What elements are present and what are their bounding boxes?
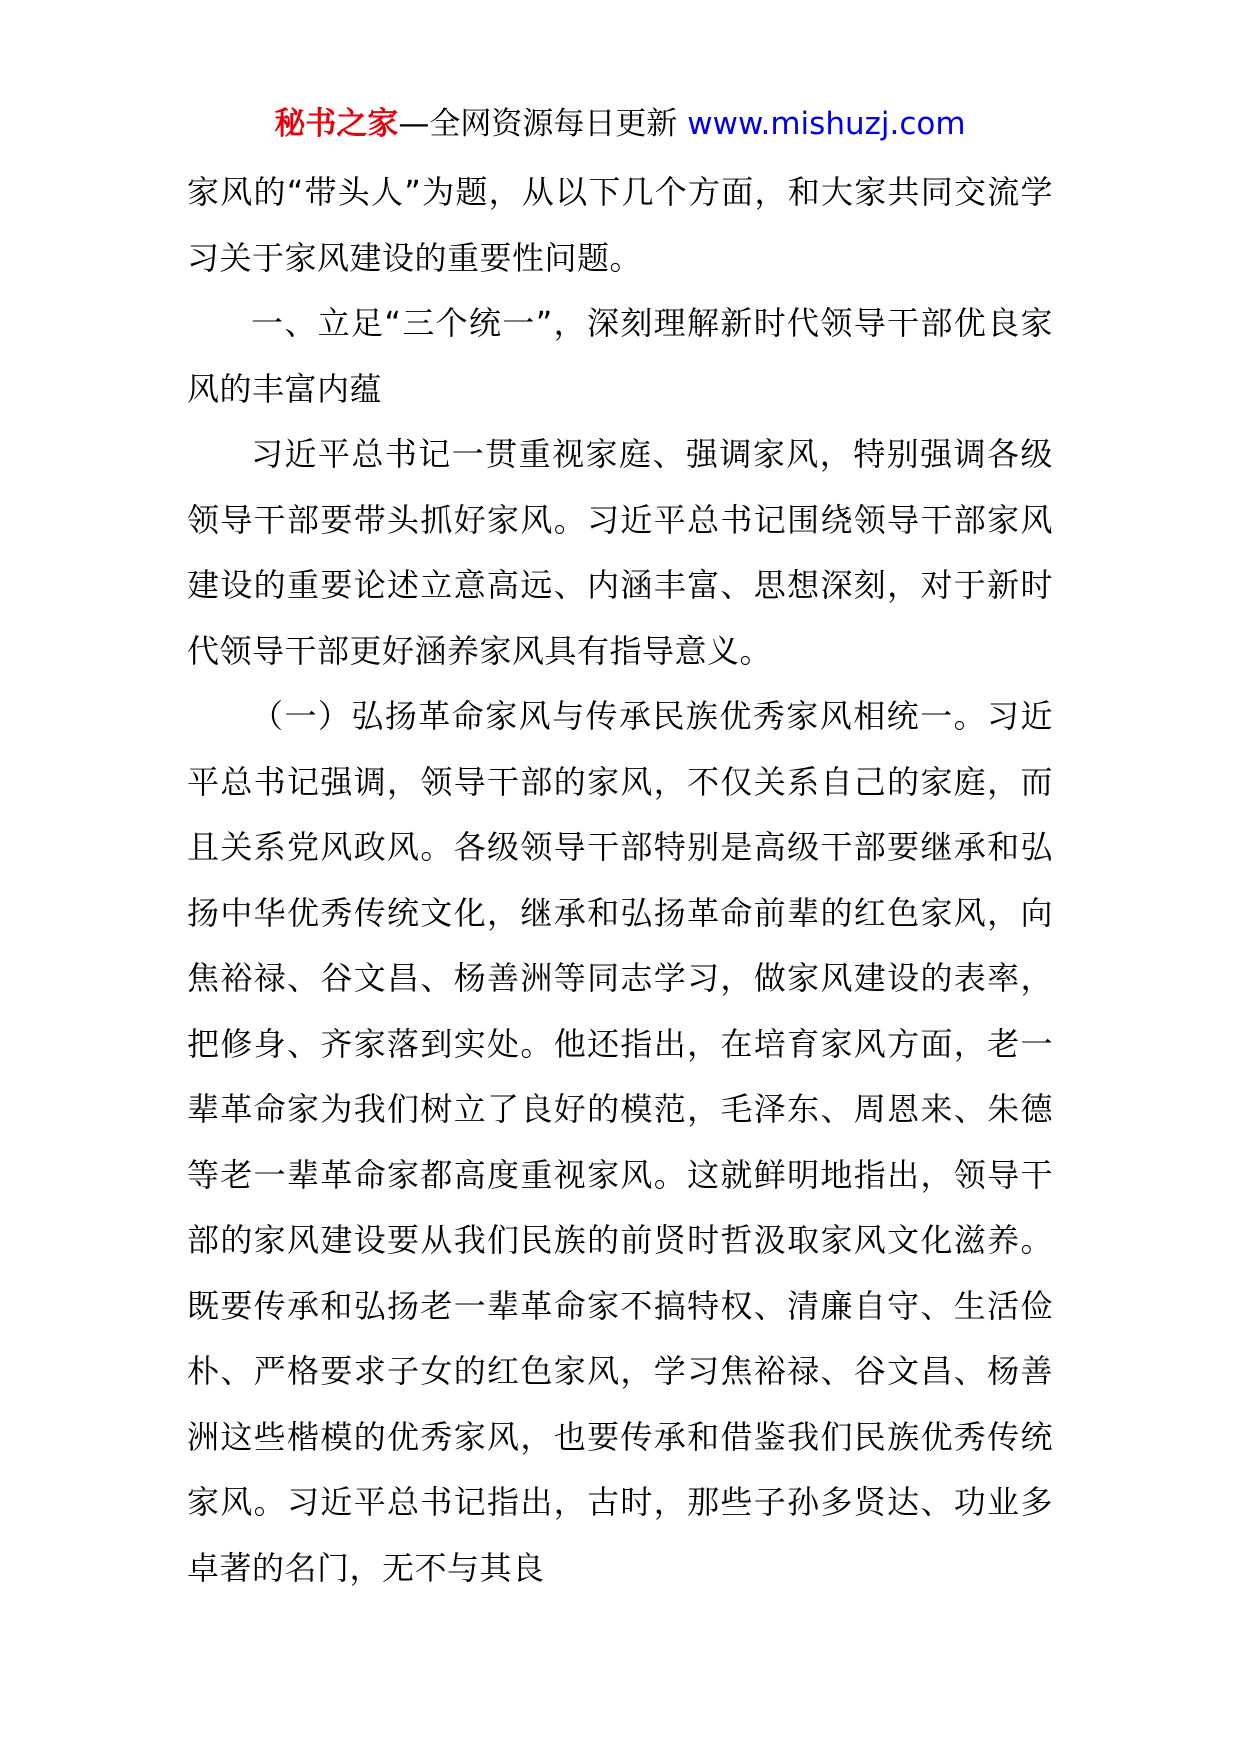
header-brand: 秘书之家 (274, 106, 399, 142)
header-tagline: —全网资源每日更新 (398, 106, 678, 142)
paragraph-continuation: 家风的“带头人”为题，从以下几个方面，和大家共同交流学习关于家风建设的重要性问题。 (187, 173, 1053, 277)
header-url-link[interactable]: www.mishuzj.com (687, 106, 966, 142)
subsection-paragraph: （一）弘扬革命家风与传承民族优秀家风相统一。习近平总书记强调，领导干部的家风，不仅关系自己的家庭，而且关系党风政风。各级领导干部特别是高级干部要继承和弘扬中华优秀传统文化，继承和弘扬革命前辈的红色家风，向焦裕禄、谷文昌、杨善洲等同志学习，做家风建设的表率，把修身、齐家落到实处。他还指出，在培育家风方面，老一辈革命家为我们树立了良好的模范，毛泽东、周恩来、朱德等老一辈革命家都高度重视家风。这就鲜明地指出，领导干部的家风建设要从我们民族的前贤时哲汲取家风文化滋养。既要传承和弘扬老一辈革命家不搞特权、清廉自守、生活俭朴、严格要求子女的红色家风，学习焦裕禄、谷文昌、杨善洲这些楷模的优秀家风，也要传承和借鉴我们民族优秀传统家风。习近平总书记指出，古时，那些子孙多贤达、功业多卓著的名门，无不与其良 (187, 697, 1053, 1587)
section-heading: 一、立足“三个统一”，深刻理解新时代领导干部优良家风的丰富内蕴 (187, 304, 1053, 408)
paragraph: 习近平总书记一贯重视家庭、强调家风，特别强调各级领导干部要带头抓好家风。习近平总书记围绕领导干部家风建设的重要论述立意高远、内涵丰富、思想深刻，对于新时代领导干部更好涵养家风具有指导意义。 (187, 435, 1053, 670)
page-header (0, 102, 1240, 146)
document-body (187, 160, 1053, 1601)
